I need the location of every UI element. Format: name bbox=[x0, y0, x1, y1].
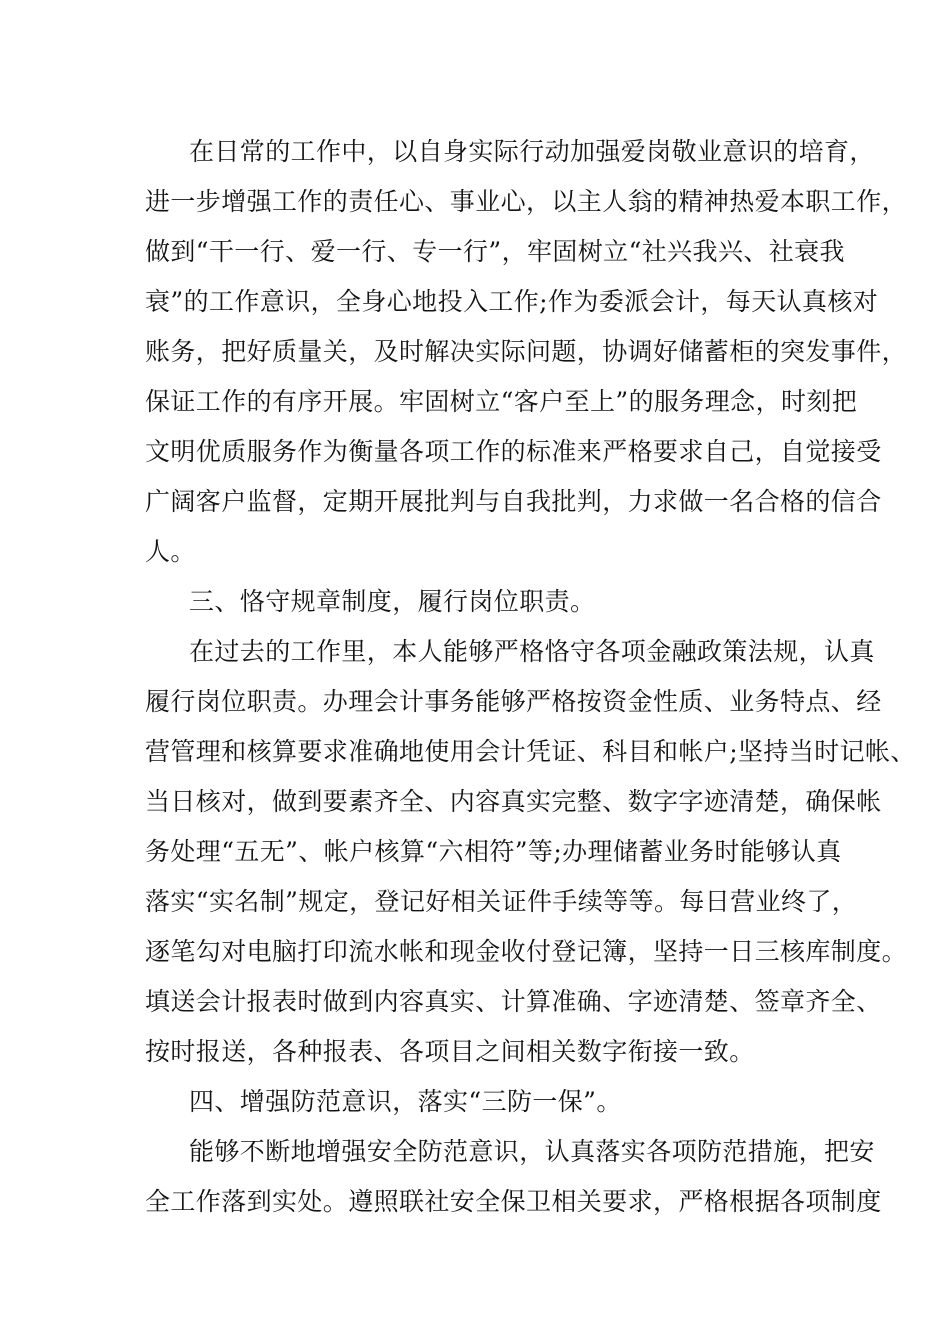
text-line: 在过去的工作里，本人能够严格恪守各项金融政策法规，认真 bbox=[189, 637, 875, 666]
section-heading: 四、增强防范意识，落实“三防一保”。 bbox=[189, 1087, 622, 1116]
text-line: 履行岗位职责。办理会计事务能够严格按资金性质、业务特点、经 bbox=[145, 687, 882, 716]
text-line: 在日常的工作中，以自身实际行动加强爱岗敬业意识的培育， bbox=[189, 137, 875, 166]
text-line: 当日核对，做到要素齐全、内容真实完整、数字字迹清楚，确保帐 bbox=[145, 787, 882, 816]
text-line: 广阔客户监督，定期开展批判与自我批判，力求做一名合格的信合 bbox=[145, 487, 882, 516]
text-line: 衰”的工作意识，全身心地投入工作;作为委派会计，每天认真核对 bbox=[145, 287, 879, 316]
text-line: 营管理和核算要求准确地使用会计凭证、科目和帐户;坚持当时记帐、 bbox=[145, 737, 916, 766]
text-line: 保证工作的有序开展。牢固树立“客户至上”的服务理念，时刻把 bbox=[145, 387, 858, 416]
text-line: 填送会计报表时做到内容真实、计算准确、字迹清楚、签章齐全、 bbox=[145, 987, 882, 1016]
text-line: 文明优质服务作为衡量各项工作的标准来严格要求自己，自觉接受 bbox=[145, 437, 882, 466]
text-line: 务处理“五无”、帐户核算“六相符”等;办理储蓄业务时能够认真 bbox=[145, 837, 842, 866]
text-line: 人。 bbox=[145, 537, 196, 566]
section-heading: 三、恪守规章制度，履行岗位职责。 bbox=[189, 587, 596, 616]
text-line: 落实“实名制”规定，登记好相关证件手续等等。每日营业终了， bbox=[145, 887, 858, 916]
text-line: 全工作落到实处。遵照联社安全保卫相关要求，严格根据各项制度 bbox=[145, 1187, 882, 1216]
text-line: 做到“干一行、爱一行、专一行”，牢固树立“社兴我兴、社衰我 bbox=[145, 237, 845, 266]
text-line: 逐笔勾对电脑打印流水帐和现金收付登记簿，坚持一日三核库制度。 bbox=[145, 937, 908, 966]
text-line: 账务，把好质量关，及时解决实际问题，协调好储蓄柜的突发事件， bbox=[145, 337, 908, 366]
text-line: 按时报送，各种报表、各项目之间相关数字衔接一致。 bbox=[145, 1037, 755, 1066]
text-line: 能够不断地增强安全防范意识，认真落实各项防范措施，把安 bbox=[189, 1137, 875, 1166]
text-line: 进一步增强工作的责任心、事业心，以主人翁的精神热爱本职工作， bbox=[145, 187, 908, 216]
